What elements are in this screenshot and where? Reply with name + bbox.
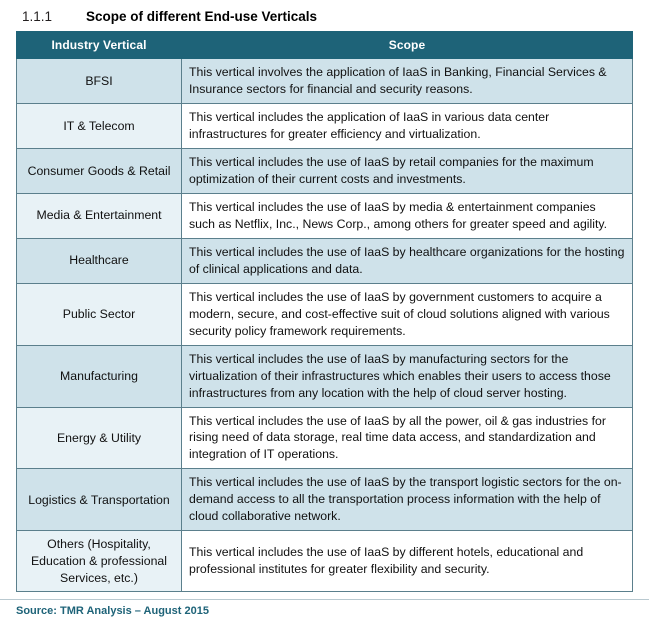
table-row [17,148,633,193]
cell-scope: This vertical includes the use of IaaS by government customers to acquire a modern, secure, and cost-effective suit of cloud solutions aligned with various security policy framework requirements. [182,283,633,345]
cell-scope: This vertical involves the application of IaaS in Banking, Financial Services & Insurance sectors for financial and security reasons. [182,59,633,104]
cell-industry-vertical: Public Sector [17,283,182,345]
table-header-row [17,32,633,59]
cell-industry-vertical: Manufacturing [17,345,182,407]
table-row [17,531,633,592]
cell-scope: This vertical includes the use of IaaS by the transport logistic sectors for the on-demand access to all the transportation process information with the help of cloud collaborative network. [182,469,633,531]
table-row [17,59,633,104]
cell-industry-vertical: IT & Telecom [17,103,182,148]
section-heading [0,0,649,31]
cell-scope: This vertical includes the use of IaaS by all the power, oil & gas industries for rising need of data storage, real time data access, and standardization and integration of IT operations. [182,407,633,469]
cell-scope: This vertical includes the application of IaaS in various data center infrastructures for greater efficiency and virtualization. [182,103,633,148]
section-number: 1.1.1 [22,9,53,24]
cell-scope: This vertical includes the use of IaaS by healthcare organizations for the hosting of clinical applications and data. [182,238,633,283]
page-title: Scope of different End-use Verticals [86,9,318,24]
column-header-scope: Scope [182,32,633,59]
cell-industry-vertical: Media & Entertainment [17,193,182,238]
end-use-verticals-table [16,31,633,592]
cell-industry-vertical: Logistics & Transportation [17,469,182,531]
table-row [17,193,633,238]
cell-industry-vertical: Healthcare [17,238,182,283]
cell-scope: This vertical includes the use of IaaS by media & entertainment companies such as Netflix, Inc., News Corp., among others for greater speed and agility. [182,193,633,238]
cell-industry-vertical: Others (Hospitality, Education & professional Services, etc.) [17,531,182,592]
cell-scope: This vertical includes the use of IaaS by different hotels, educational and professional institutes for greater flexibility and security. [182,531,633,592]
cell-industry-vertical: BFSI [17,59,182,104]
column-header-industry-vertical: Industry Vertical [17,32,182,59]
source-note: Source: TMR Analysis – August 2015 [0,599,649,621]
cell-scope: This vertical includes the use of IaaS by retail companies for the maximum optimization of their current costs and investments. [182,148,633,193]
table-row [17,283,633,345]
table-row [17,238,633,283]
cell-industry-vertical: Energy & Utility [17,407,182,469]
table-row [17,345,633,407]
table-row [17,469,633,531]
table-row [17,407,633,469]
cell-scope: This vertical includes the use of IaaS by manufacturing sectors for the virtualization of their infrastructures which enables their users to access those infrastructures from any location with the help of cloud server hosting. [182,345,633,407]
table-row [17,103,633,148]
cell-industry-vertical: Consumer Goods & Retail [17,148,182,193]
